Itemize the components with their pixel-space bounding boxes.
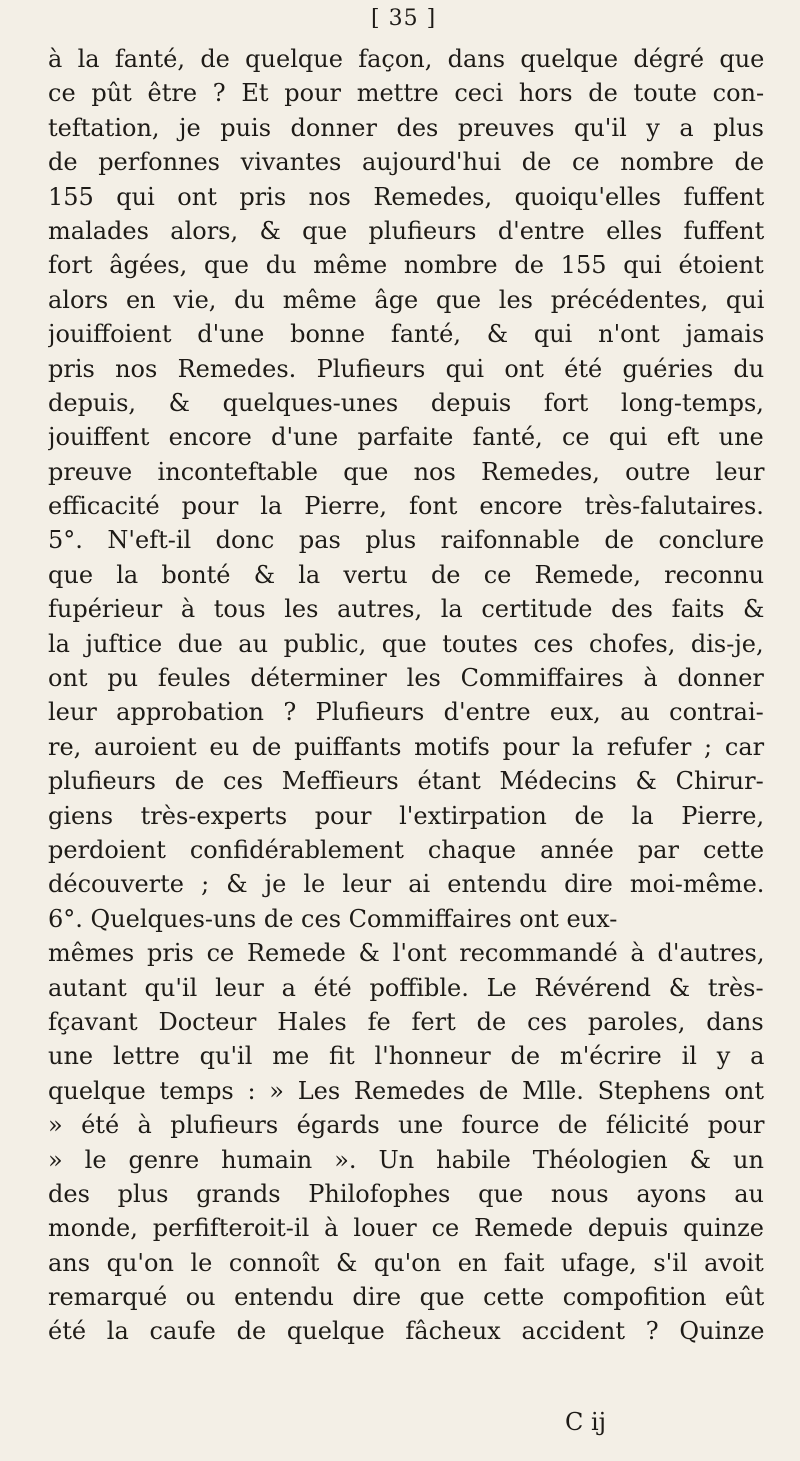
- text-line: plufieurs de ces Meffieurs étant Médecins & Chirur-: [48, 767, 764, 796]
- text-line: » le genre humain ». Un habile Théologien & un: [48, 1145, 764, 1174]
- text-line: 5°. N'eft-il donc pas plus raifonnable de conclure: [48, 526, 765, 555]
- text-line: giens très-experts pour l'extirpation de la Pierre,: [48, 801, 765, 830]
- text-line: autant qu'il leur a été poffible. Le Révérend & très-: [48, 973, 764, 1002]
- text-line: leur approbation ? Plufieurs d'entre eux, au contrai-: [48, 698, 764, 727]
- signature-mark: C ij: [565, 1408, 607, 1436]
- text-line: la juftice due au public, que toutes ces chofes, dis-je,: [48, 629, 764, 658]
- text-line: efficacité pour la Pierre, font encore très-falutaires.: [48, 492, 764, 521]
- text-line: re, auroient eu de puiffants motifs pour la refufer ; car: [48, 732, 765, 761]
- text-line: ont pu feules déterminer les Commiffaires à donner: [48, 664, 764, 693]
- text-line: depuis, & quelques-unes depuis fort long-temps,: [48, 388, 764, 417]
- text-line: malades alors, & que plufieurs d'entre elles fuffent: [48, 216, 765, 245]
- page-number: [ 35 ]: [371, 6, 437, 31]
- text-line: des plus grands Philofophes que nous ayons au: [48, 1179, 764, 1208]
- text-line: de perfonnes vivantes aujourd'hui de ce nombre de: [48, 148, 765, 177]
- text-line: pris nos Remedes. Plufieurs qui ont été guéries du: [48, 354, 765, 383]
- text-line: découverte ; & je le leur ai entendu dire moi-même.: [48, 870, 765, 899]
- text-line: fort âgées, que du même nombre de 155 qui étoient: [48, 251, 764, 280]
- text-line: 6°. Quelques-uns de ces Commiffaires ont eux-: [48, 904, 618, 933]
- text-line: une lettre qu'il me fit l'honneur de m'écrire il y a: [48, 1042, 765, 1071]
- text-line: quelque temps : » Les Remedes de Mlle. Stephens ont: [48, 1076, 764, 1105]
- text-line: ans qu'on le connoît & qu'on en fait ufage, s'il avoit: [48, 1248, 764, 1277]
- text-line: monde, perfifteroit-il à louer ce Remede depuis quinze: [48, 1214, 764, 1243]
- text-line: mêmes pris ce Remede & l'ont recommandé à d'autres,: [48, 939, 765, 968]
- text-line: jouiffoient d'une bonne fanté, & qui n'ont jamais: [48, 320, 765, 349]
- text-line: remarqué ou entendu dire que cette compofition eût: [48, 1283, 765, 1312]
- text-line: alors en vie, du même âge que les précédentes, qui: [48, 285, 765, 314]
- text-line: ce pût être ? Et pour mettre ceci hors de toute con-: [48, 79, 765, 108]
- body-text: [48, 42, 768, 1349]
- text-line: fçavant Docteur Hales fe fert de ces paroles, dans: [48, 1007, 764, 1036]
- text-line: » été à plufieurs égards une fource de félicité pour: [48, 1111, 765, 1140]
- text-line: jouiffent encore d'une parfaite fanté, ce qui eft une: [48, 423, 764, 452]
- text-line: preuve inconteftable que nos Remedes, outre leur: [48, 457, 765, 486]
- text-line: été la caufe de quelque fâcheux accident ? Quinze: [48, 1317, 765, 1346]
- text-line: 155 qui ont pris nos Remedes, quoiqu'elles fuffent: [48, 182, 765, 211]
- text-line: perdoient confidérablement chaque année par cette: [48, 835, 765, 864]
- text-line: à la fanté, de quelque façon, dans quelque dégré que: [48, 45, 765, 73]
- text-line: que la bonté & la vertu de ce Remede, reconnu: [48, 560, 765, 589]
- text-line: fupérieur à tous les autres, la certitude des faits &: [48, 595, 765, 624]
- text-line: teftation, je puis donner des preuves qu'il y a plus: [48, 113, 764, 142]
